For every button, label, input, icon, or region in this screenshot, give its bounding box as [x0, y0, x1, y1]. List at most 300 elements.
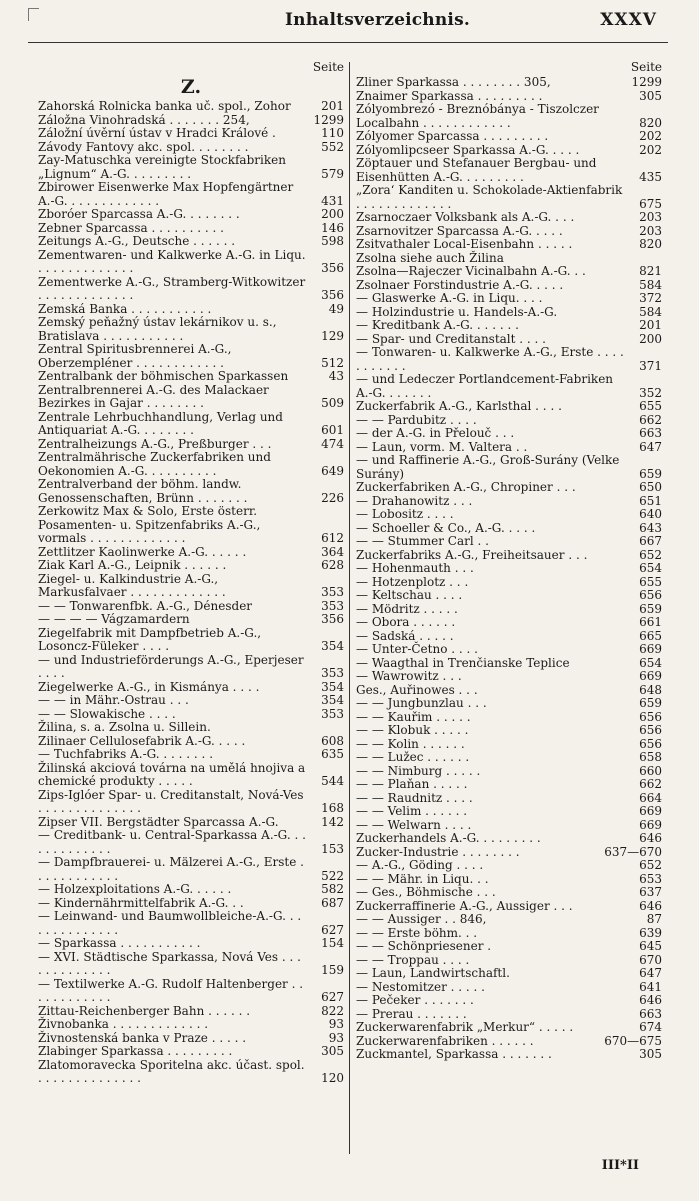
index-entry: [38, 829, 344, 856]
index-entry: [38, 654, 344, 681]
index-entry: [356, 373, 662, 400]
index-entry: [356, 738, 662, 752]
entry-page: 202: [639, 129, 662, 143]
index-entry: [38, 478, 344, 505]
index-entry: [356, 792, 662, 806]
index-entry: [356, 765, 662, 779]
index-entry: [38, 681, 344, 695]
entry-name: Zementwaren- und Kalkwerke A.-G. in Liqu. . . . . . . . . . . . . .: [38, 247, 310, 275]
entry-name: — — Schönpriesener .: [356, 939, 492, 953]
entry-name: Zöptauer und Stefanauer Bergbau- und Eisenhütten A.-G. . . . . . . . .: [356, 156, 601, 184]
entry-page: 662: [639, 777, 662, 791]
entry-name: Žilina, s. a. Zsolna u. Sillein.: [38, 720, 211, 734]
entry-name: — Creditbank- u. Central-Sparkassa A.-G. . . . . . . . . . . . .: [38, 828, 310, 856]
index-entry: [38, 937, 344, 951]
page-header: [0, 10, 699, 40]
entry-name: — Schoeller & Co., A.-G. . . . .: [356, 520, 536, 535]
entry-name: Ziegel- u. Kalkindustrie A.-G., Markusfalvaer . . . . . . . . . . . . .: [38, 571, 226, 599]
index-entry: [38, 316, 344, 343]
entry-page: 669: [639, 642, 662, 656]
entry-page: 654: [639, 561, 662, 575]
entry-name: Zucker-Industrie . . . . . . . .: [356, 844, 520, 859]
entry-name: Zentrale Lehrbuchhandlung, Verlag und Antiquariat A.-G. . . . . . . .: [38, 409, 287, 437]
entry-page: 647: [639, 439, 662, 454]
index-entry: [356, 967, 662, 981]
entry-page: 203: [639, 210, 662, 224]
entry-name: — Holzexploitations A.-G. . . . . .: [38, 882, 232, 896]
entry-name: — — Plaňan . . . . .: [356, 777, 468, 791]
entry-name: — Sadská . . . . .: [356, 628, 454, 643]
right-column: [356, 60, 662, 1062]
entry-page: 356: [321, 261, 344, 275]
entry-name: Zsitvathaler Local-Eisenbahn . . . . .: [356, 237, 573, 251]
entry-name: Zbirower Eisenwerke Max Hopfengärtner A.-G. . . . . . . . . . . . .: [38, 180, 298, 208]
entry-name: Zuckerwarenfabrik „Merkur“ . . . . .: [356, 1020, 574, 1034]
entry-page: 647: [639, 966, 662, 980]
entry-name: — — Erste böhm. . .: [356, 925, 478, 940]
entry-name: — Waagthal in Trenčianske Teplice: [356, 655, 570, 670]
index-entry: [38, 384, 344, 411]
entry-name: Záložna Vinohradská . . . . . . . 254,: [38, 112, 250, 127]
entry-page: 93: [328, 1030, 344, 1045]
entry-page: 637—670: [604, 844, 662, 859]
index-entry: [356, 805, 662, 819]
entry-name: Zuckerfabrik A.-G., Karlsthal . . . .: [356, 399, 562, 413]
entry-page: 49: [328, 301, 344, 316]
entry-name: Zsolnaer Forstindustrie A.-G. . . . .: [356, 277, 564, 292]
entry-page: 1299: [631, 75, 662, 89]
entry-name: — Hohenmauth . . .: [356, 561, 474, 575]
running-title: Inhaltsverzeichnis.: [285, 10, 470, 30]
index-entry: [38, 1018, 344, 1032]
entry-page: 646: [639, 831, 662, 845]
index-entry: [356, 913, 662, 927]
left-column-head: [38, 60, 344, 76]
index-entry: [356, 778, 662, 792]
index-entry: [356, 292, 662, 306]
index-entry: [356, 819, 662, 833]
left-column: [38, 60, 344, 1086]
index-entry: [356, 657, 662, 671]
index-entry: [356, 697, 662, 711]
entry-name: — — Nimburg . . . . .: [356, 763, 481, 778]
entry-name: — und Ledeczer Portlandcement-Fabriken A.-G. . . . . . .: [356, 372, 617, 400]
index-entry: [38, 141, 344, 155]
entry-name: Zlabinger Sparkassa . . . . . . . . .: [38, 1044, 233, 1058]
entry-page: 43: [328, 369, 344, 383]
index-entry: [356, 252, 662, 266]
entry-name: Zay-Matuschka vereinigte Stockfabriken „Lignum“ A.-G. . . . . . . . .: [38, 153, 290, 181]
index-entry: [38, 100, 344, 114]
entry-page: 601: [321, 423, 344, 437]
entry-page: 512: [321, 355, 344, 370]
entry-page: 120: [321, 1071, 344, 1085]
entry-page: 353: [321, 706, 344, 721]
entry-name: Zemský peňažný ústav lekárnikov u. s., Bratislava . . . . . . . . . . .: [38, 315, 281, 343]
entry-name: Ziak Karl A.-G., Leipnik . . . . . .: [38, 558, 227, 572]
entry-page: 153: [321, 841, 344, 856]
entry-page: 656: [639, 588, 662, 602]
entry-name: Zerkowitz Max & Solo, Erste österr. Posamenten- u. Spitzenfabriks A.-G., vormals . . . . . . . . . . . . .: [38, 504, 265, 545]
entry-page: 669: [639, 804, 662, 818]
index-entry: [38, 438, 344, 452]
entry-name: Zsolna siehe auch Žilina: [356, 250, 504, 265]
index-entry: [38, 222, 344, 236]
index-entry: [356, 157, 662, 184]
index-entry: [356, 549, 662, 563]
entry-name: Závody Fantovy akc. spol. . . . . . . .: [38, 139, 249, 154]
index-entry: [356, 576, 662, 590]
entry-name: Zilinaer Cellulosefabrik A.-G. . . . .: [38, 733, 246, 748]
entry-page: 509: [321, 396, 344, 410]
index-entry: [356, 981, 662, 995]
index-entry: [356, 724, 662, 738]
page-number: XXXV: [600, 10, 657, 30]
index-entry: [38, 370, 344, 384]
index-entry: [38, 208, 344, 222]
index-entry: [38, 694, 344, 708]
entry-page: 356: [321, 288, 344, 302]
entry-page: 474: [321, 436, 344, 451]
entry-page: 670—675: [604, 1033, 662, 1048]
index-entry: [356, 927, 662, 941]
entry-page: 201: [321, 99, 344, 113]
entry-page: 203: [639, 223, 662, 238]
entry-page: 305: [639, 88, 662, 103]
entry-name: Zólyomer Sparcassa . . . . . . . . .: [356, 129, 549, 143]
entry-name: Zeitungs A.-G., Deutsche . . . . . .: [38, 234, 236, 248]
index-entry: [356, 427, 662, 441]
entry-name: Zuckmantel, Sparkassa . . . . . . .: [356, 1047, 552, 1061]
entry-page: 820: [639, 237, 662, 251]
entry-page: 646: [639, 993, 662, 1007]
index-entry: [356, 90, 662, 104]
entry-name: Ges., Auřinowes . . .: [356, 682, 478, 697]
index-entry: [356, 1021, 662, 1035]
entry-page: 651: [639, 493, 662, 508]
entry-page: 643: [639, 520, 662, 535]
index-entry: [356, 522, 662, 536]
entry-page: 200: [321, 207, 344, 221]
entry-page: 659: [639, 601, 662, 616]
entry-name: — Nestomitzer . . . . .: [356, 979, 485, 994]
entry-name: — Tuchfabriks A.-G. . . . . . . .: [38, 747, 214, 761]
index-entry: [38, 735, 344, 749]
entry-page: 635: [321, 747, 344, 761]
entry-page: 226: [321, 490, 344, 505]
entry-name: Žilinská akciová továrna na umělá hnojiva a chemické produkty . . . . .: [38, 760, 310, 788]
entry-name: — Sparkassa . . . . . . . . . . .: [38, 936, 201, 950]
entry-page: 356: [321, 612, 344, 626]
entry-page: 612: [321, 531, 344, 545]
seite-label-right: Seite: [630, 60, 662, 74]
index-entry: [356, 508, 662, 522]
entry-page: 663: [639, 1006, 662, 1021]
entry-page: 1299: [313, 112, 344, 127]
entry-page: 665: [639, 628, 662, 643]
index-entry: [38, 762, 344, 789]
entry-name: — Mödritz . . . . .: [356, 601, 458, 616]
entry-name: — A.-G., Göding . . . .: [356, 858, 484, 872]
entry-page: 652: [639, 547, 662, 562]
entry-page: 627: [321, 990, 344, 1004]
entry-page: 659: [639, 696, 662, 710]
entry-page: 674: [639, 1020, 662, 1034]
entry-name: Zlatomoravecka Sporitelna akc. účast. spol. . . . . . . . . . . . . . .: [38, 1057, 309, 1085]
entry-name: — — Lužec . . . . . .: [356, 750, 470, 764]
entry-name: Zuckerhandels A.-G. . . . . . . . .: [356, 831, 541, 845]
entry-name: Zboróer Sparcassa A.-G. . . . . . . .: [38, 207, 240, 221]
index-entry: [356, 873, 662, 887]
entry-page: 352: [639, 385, 662, 400]
entry-name: — — — — Vágzamardern: [38, 612, 190, 626]
index-entry: [38, 1045, 344, 1059]
entry-name: — Kindernährmittelfabrik A.-G. . .: [38, 895, 244, 910]
index-entry: [356, 643, 662, 657]
entry-page: 650: [639, 480, 662, 494]
entry-page: 353: [321, 666, 344, 680]
section-letter: Z.: [180, 76, 202, 98]
entry-page: 201: [639, 318, 662, 332]
entry-page: 129: [321, 328, 344, 343]
entry-page: 659: [639, 466, 662, 481]
entry-name: Ziegelfabrik mit Dampfbetrieb A.-G., Losoncz-Füleker . . . .: [38, 625, 265, 653]
index-entry: [356, 184, 662, 211]
column-divider: [349, 62, 350, 1154]
entry-page: 660: [639, 763, 662, 778]
entry-name: „Zora‘ Kanditen u. Schokolade-Aktienfabrik . . . . . . . . . . . . .: [356, 183, 627, 211]
entry-name: — Obora . . . . . .: [356, 615, 456, 629]
index-entry: [356, 414, 662, 428]
index-entry: [38, 114, 344, 128]
entry-page: 598: [321, 234, 344, 248]
right-column-head: [356, 60, 662, 76]
entry-page: 687: [321, 895, 344, 910]
entry-name: — Hotzenplotz . . .: [356, 574, 469, 589]
entry-name: — — Kauřim . . . . .: [356, 709, 471, 724]
index-entry: [38, 978, 344, 1005]
entry-name: — Holzindustrie u. Handels-A.-G.: [356, 304, 558, 319]
entry-name: Zentral Spiritusbrennerei A.-G., Oberzempléner . . . . . . . . . . . .: [38, 342, 236, 370]
index-entry: [38, 1032, 344, 1046]
entry-name: — Pečeker . . . . . . .: [356, 993, 474, 1007]
index-entry: [356, 562, 662, 576]
entry-page: 639: [639, 925, 662, 940]
index-entry: [356, 589, 662, 603]
entry-page: 353: [321, 585, 344, 599]
entry-page: 584: [639, 304, 662, 319]
index-entry: [356, 616, 662, 630]
entry-page: 662: [639, 412, 662, 427]
entry-page: 544: [321, 774, 344, 788]
entry-name: Zuckerwarenfabriken . . . . . .: [356, 1033, 534, 1048]
entry-page: 584: [639, 277, 662, 292]
index-entry: [356, 306, 662, 320]
entry-name: — Textilwerke A.-G. Rudolf Haltenberger . . . . . . . . . . . .: [38, 976, 307, 1004]
entry-name: Zentralmährische Zuckerfabriken und Oekonomien A.-G. . . . . . . . . .: [38, 450, 275, 478]
entry-page: 656: [639, 736, 662, 751]
index-entry: [38, 613, 344, 627]
entry-name: Ziegelwerke A.-G., in Kismánya . . . .: [38, 679, 260, 694]
entry-name: — Unter-Četno . . . .: [356, 642, 478, 656]
entry-page: 655: [639, 574, 662, 589]
entry-page: 354: [321, 679, 344, 694]
entry-page: 637: [639, 885, 662, 899]
entry-page: 669: [639, 669, 662, 683]
entry-page: 372: [639, 291, 662, 305]
entry-page: 820: [639, 115, 662, 130]
entry-page: 663: [639, 426, 662, 440]
entry-page: 656: [639, 709, 662, 724]
index-entry: [38, 303, 344, 317]
entry-name: Zentralbrennerei A.-G. des Malackaer Bezirkes in Gajar . . . . . . . .: [38, 382, 273, 410]
entry-name: — — Welwarn . . . .: [356, 817, 472, 832]
entry-page: 628: [321, 558, 344, 572]
index-entry: [356, 711, 662, 725]
entry-page: 522: [321, 868, 344, 883]
index-entry: [38, 276, 344, 303]
entry-name: Zettlitzer Kaolinwerke A.-G. . . . . .: [38, 544, 247, 559]
entry-page: 435: [639, 169, 662, 184]
entry-name: — und Industrieförderungs A.-G., Eperjeser . . . .: [38, 652, 308, 680]
entry-page: 652: [639, 858, 662, 872]
index-entry: [356, 846, 662, 860]
entry-page: 582: [321, 882, 344, 896]
entry-page: 93: [328, 1017, 344, 1031]
index-entry: [356, 495, 662, 509]
index-entry: [356, 225, 662, 239]
index-entry: [38, 789, 344, 816]
entry-page: 354: [321, 693, 344, 707]
entry-page: 364: [321, 544, 344, 559]
index-entry: [356, 319, 662, 333]
entry-name: — — Raudnitz . . . .: [356, 790, 473, 805]
entry-name: — Prerau . . . . . . .: [356, 1006, 467, 1021]
entry-page: 200: [639, 331, 662, 346]
index-entry: [38, 951, 344, 978]
entry-name: — Wawrowitz . . .: [356, 669, 462, 683]
entry-page: 305: [639, 1047, 662, 1061]
entry-name: — Dampfbrauerei- u. Mälzerei A.-G., Erste . . . . . . . . . . . .: [38, 855, 308, 883]
index-entry: [356, 859, 662, 873]
entry-name: — — Slowakische . . . .: [38, 706, 176, 721]
entry-name: Záložní úvěrní ústav v Hradci Králové .: [38, 126, 276, 140]
index-entry: [38, 127, 344, 141]
index-entry: [38, 856, 344, 883]
index-entry: [356, 886, 662, 900]
entry-name: Zips-Iglóer Spar- u. Creditanstalt, Nová-Ves . . . . . . . . . . . . . .: [38, 787, 308, 815]
index-entry: [356, 900, 662, 914]
index-entry: [38, 505, 344, 546]
index-entry: [356, 630, 662, 644]
entry-name: — Laun, vorm. M. Valtera . .: [356, 439, 528, 454]
index-entry: [38, 573, 344, 600]
entry-page: 646: [639, 898, 662, 913]
entry-page: 645: [639, 939, 662, 953]
seite-label-left: Seite: [312, 60, 344, 74]
entry-name: — der A.-G. in Přelouč . . .: [356, 426, 515, 440]
entry-name: — Ges., Böhmische . . .: [356, 885, 496, 899]
index-entry: [356, 994, 662, 1008]
entry-page: 656: [639, 723, 662, 737]
index-entry: [356, 103, 662, 130]
entry-name: — Keltschau . . . .: [356, 588, 463, 602]
entry-name: Zólyombrezó - Breznóbánya - Tiszolczer Localbahn . . . . . . . . . . . .: [356, 102, 603, 130]
entry-name: — — Troppau . . . .: [356, 952, 470, 967]
entry-page: 653: [639, 871, 662, 886]
entry-name: — — Mähr. in Liqu. . .: [356, 871, 489, 886]
entry-page: 146: [321, 220, 344, 235]
index-entry: [38, 235, 344, 249]
entry-name: — Spar- und Creditanstalt . . . .: [356, 331, 546, 346]
index-entry: [38, 748, 344, 762]
entry-name: Zentralheizungs A.-G., Preßburger . . .: [38, 436, 272, 451]
entry-name: Zuckerfabriks A.-G., Freiheitsauer . . .: [356, 547, 588, 562]
index-entry: [38, 883, 344, 897]
index-entry: [38, 600, 344, 614]
entry-page: 579: [321, 166, 344, 181]
entry-page: 154: [321, 936, 344, 950]
entry-name: Zementwerke A.-G., Stramberg-Witkowitzer . . . . . . . . . . . . .: [38, 274, 310, 302]
entry-page: 648: [639, 682, 662, 697]
entry-page: 431: [321, 193, 344, 208]
entry-page: 552: [321, 139, 344, 154]
index-entry: [38, 816, 344, 830]
index-entry: [356, 751, 662, 765]
entry-page: 608: [321, 733, 344, 748]
index-entry: [356, 144, 662, 158]
entry-page: 664: [639, 790, 662, 805]
index-entry: [38, 559, 344, 573]
index-entry: [38, 343, 344, 370]
entry-page: 821: [639, 264, 662, 278]
entry-name: Zebner Sparcassa . . . . . . . . . .: [38, 220, 224, 235]
index-entry: [356, 670, 662, 684]
index-entry: [38, 546, 344, 560]
entry-page: 354: [321, 639, 344, 653]
entry-page: 87: [646, 912, 662, 926]
index-entry: [356, 400, 662, 414]
entry-page: 658: [639, 750, 662, 764]
entry-name: — — Pardubitz . . . .: [356, 412, 477, 427]
entry-name: — Glaswerke A.-G. in Liqu. . . .: [356, 291, 543, 305]
index-entry: [356, 238, 662, 252]
entry-page: 168: [321, 801, 344, 815]
entry-page: 661: [639, 615, 662, 629]
index-entry: [356, 603, 662, 617]
entry-name: — XVI. Städtische Sparkassa, Nová Ves . . . . . . . . . . . . .: [38, 949, 305, 977]
entry-page: 142: [321, 814, 344, 829]
index-entry: [356, 441, 662, 455]
entry-name: — — Klobuk . . . . .: [356, 723, 469, 737]
index-entry: [356, 265, 662, 279]
entry-name: — Tonwaren- u. Kalkwerke A.-G., Erste . . . . . . . . . . .: [356, 345, 628, 373]
header-rule: [28, 42, 668, 43]
index-entry: [38, 249, 344, 276]
entry-name: — Kreditbank A.-G. . . . . . .: [356, 318, 519, 332]
entry-page: 202: [639, 142, 662, 157]
index-entry: [38, 1005, 344, 1019]
entry-name: Zentralbank der böhmischen Sparkassen: [38, 369, 289, 383]
entry-name: Zuckerfabriken A.-G., Chropiner . . .: [356, 480, 576, 494]
index-entry: [356, 454, 662, 481]
index-entry: [38, 721, 344, 735]
index-entry: [356, 535, 662, 549]
entry-name: Zsarnoczaer Volksbank als A.-G. . . .: [356, 210, 575, 224]
index-entry: [38, 708, 344, 722]
entry-name: Zittau-Reichenberger Bahn . . . . . .: [38, 1003, 251, 1018]
entry-page: 822: [321, 1003, 344, 1018]
